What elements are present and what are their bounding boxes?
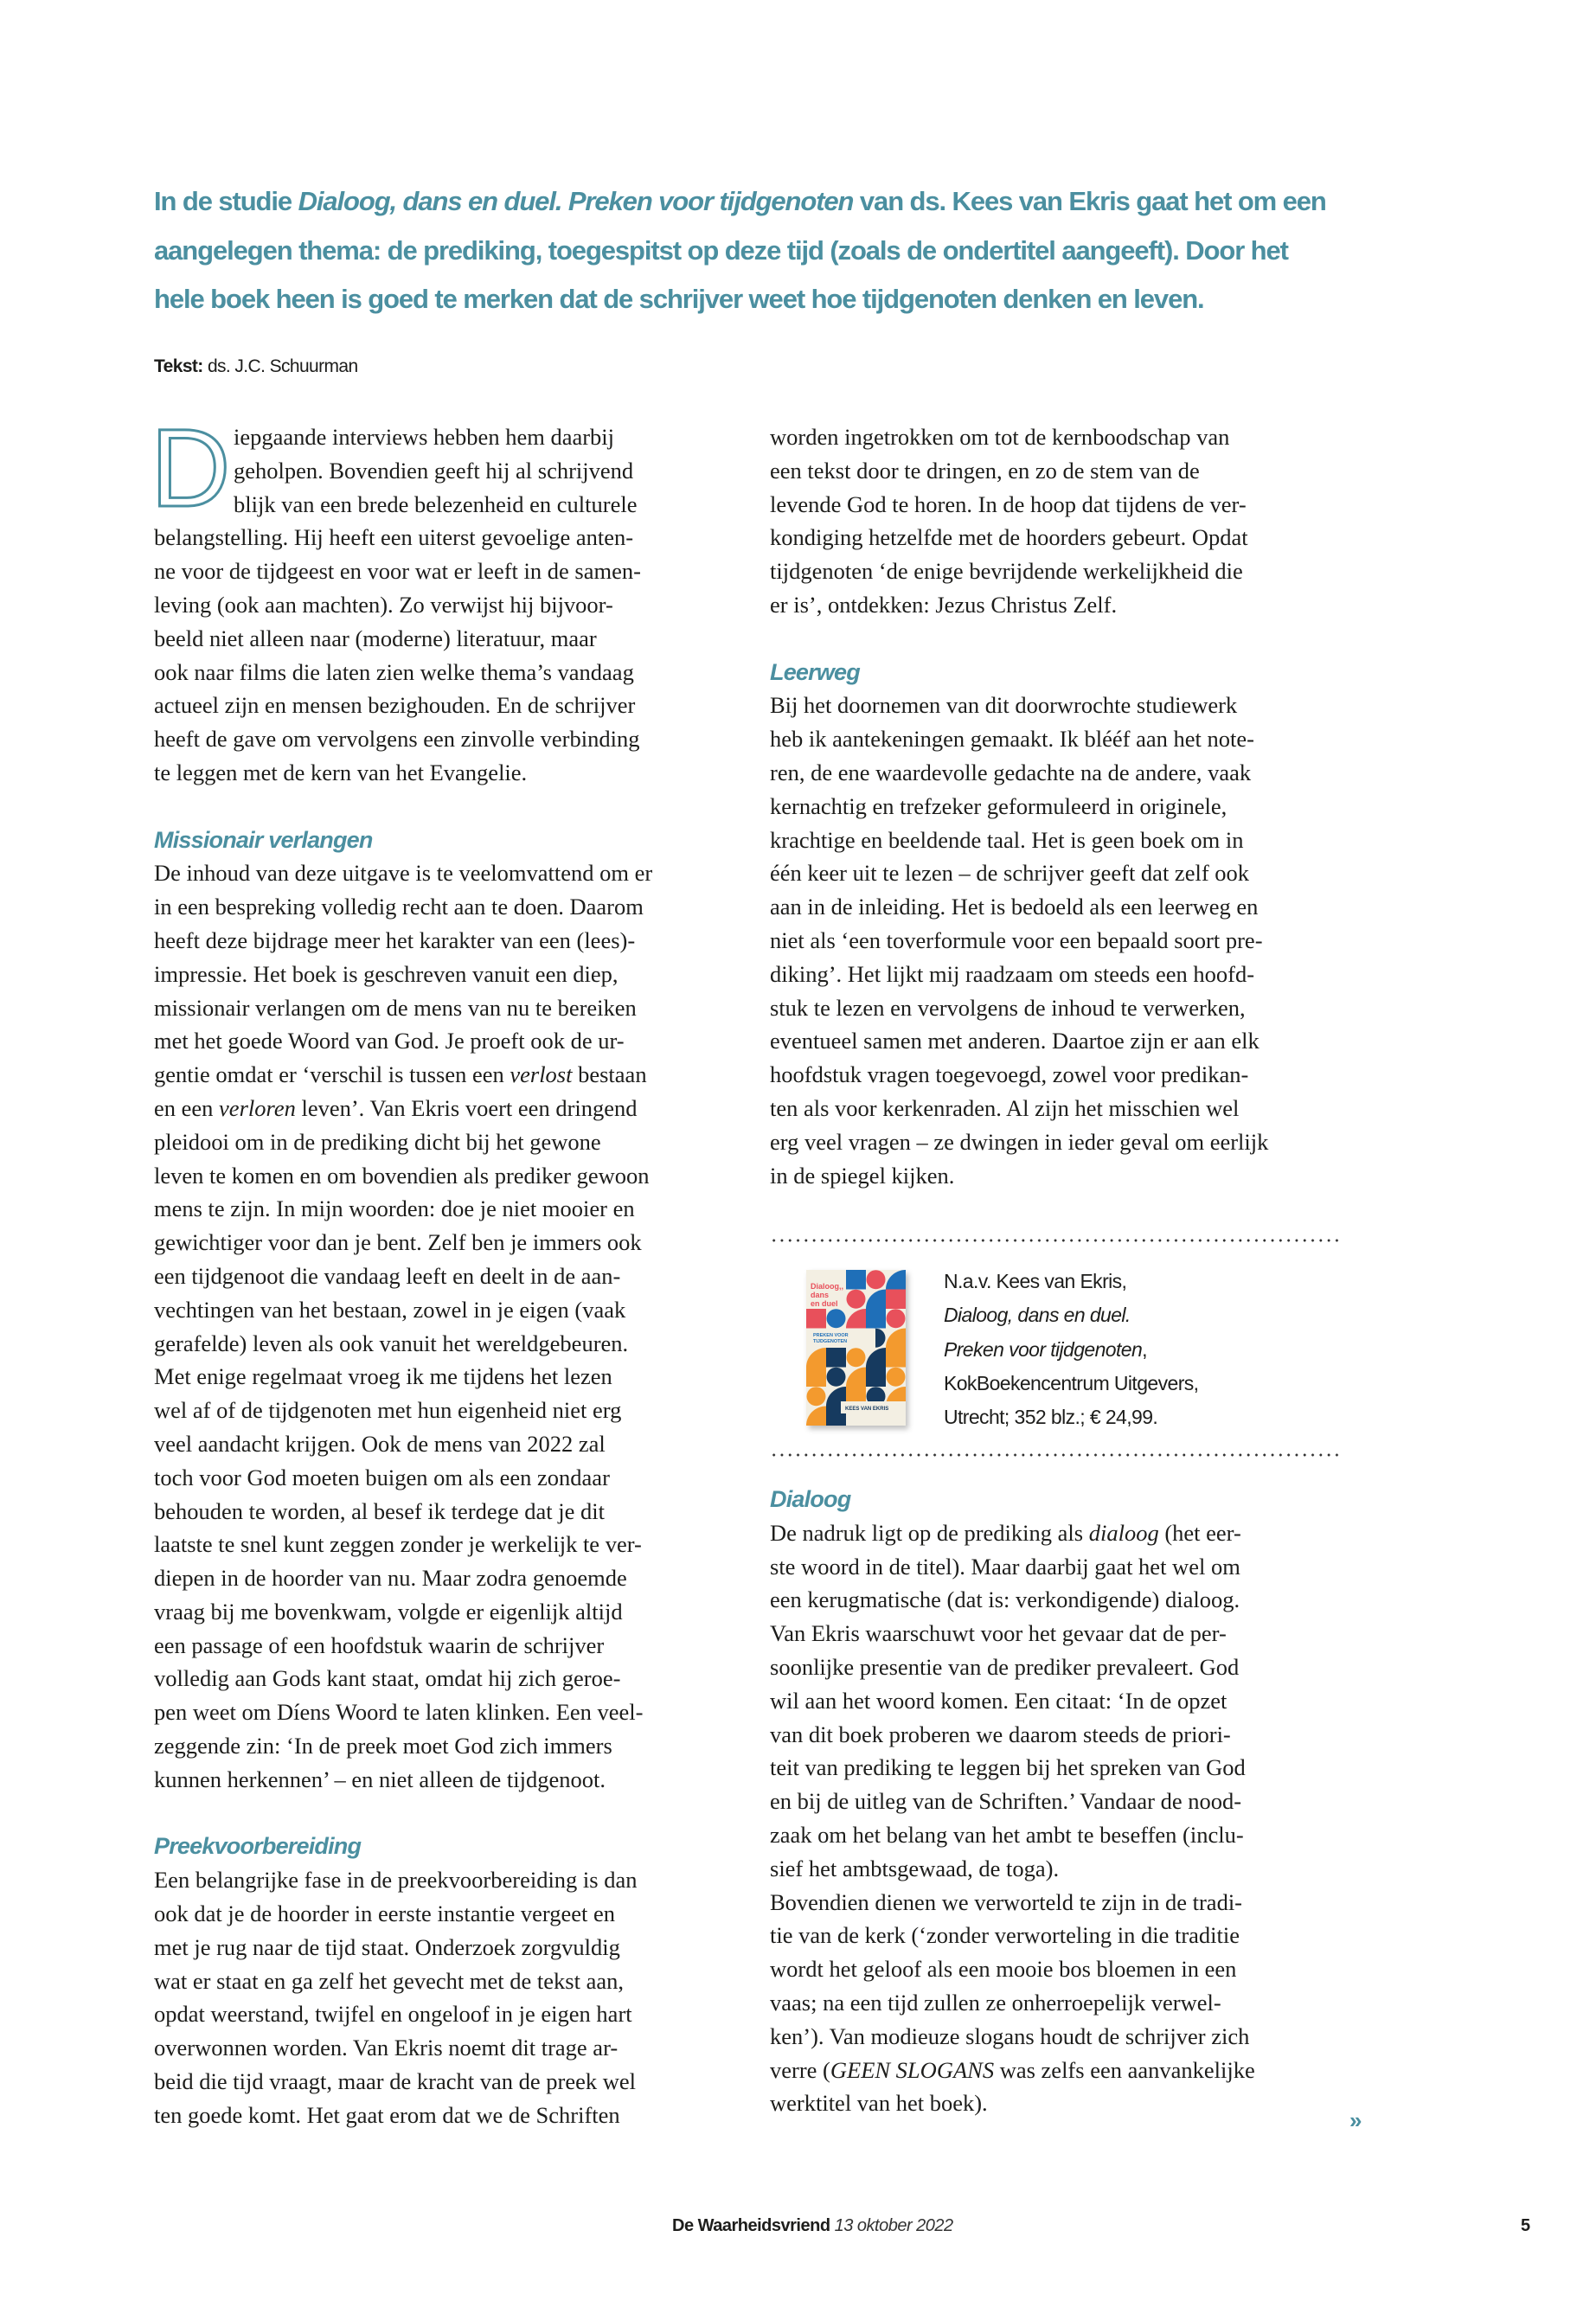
text-line xyxy=(154,656,742,689)
cover-shape xyxy=(827,1368,846,1387)
byline-author: ds. J.C. Schuurman xyxy=(207,356,358,376)
text: een tijdgenoot die vandaag leeft en deelt in de aan- xyxy=(154,1262,621,1289)
text-line xyxy=(770,2020,1358,2054)
text-line xyxy=(770,1818,1358,1852)
text: en een xyxy=(154,1094,220,1121)
intro-lead xyxy=(154,177,1365,324)
text-line xyxy=(770,1852,1358,1886)
text-line xyxy=(154,1528,742,1561)
text-line xyxy=(154,1327,742,1361)
drop-cap: D xyxy=(151,407,231,530)
book-info-line xyxy=(944,1400,1198,1434)
text: actueel zijn en mensen bezighouden. En de schrijver xyxy=(154,692,636,719)
text-line xyxy=(154,1192,742,1226)
book-cover-image xyxy=(806,1270,906,1426)
text: aan in de inleiding. Het is bedoeld als een leerweg en xyxy=(770,894,1259,920)
text-line xyxy=(154,1259,742,1293)
cover-shape xyxy=(866,1368,886,1388)
text: N.a.v. Kees van Ekris, xyxy=(944,1270,1127,1292)
text: worden ingetrokken om tot de kernboodschap van xyxy=(770,424,1230,450)
text: een tekst door te dringen, en zo de stem van de xyxy=(770,457,1200,484)
text-line xyxy=(154,689,742,722)
paragraph xyxy=(151,407,742,790)
text-line xyxy=(154,756,742,790)
text-line xyxy=(770,454,1358,488)
italic-text: verloren xyxy=(219,1094,296,1121)
text: met je rug naar de tijd staat. Onderzoek zorgvuldig xyxy=(154,1933,620,1960)
text: In de studie xyxy=(154,186,298,216)
text-line xyxy=(770,991,1358,1025)
text-line xyxy=(154,622,742,656)
text: van ds. Kees van Ekris gaat het om een xyxy=(853,186,1326,216)
text: gentie omdat er ‘verschil is tussen een xyxy=(154,1061,510,1088)
text-line xyxy=(770,1718,1358,1752)
text-line xyxy=(154,521,742,554)
text-line xyxy=(154,2099,742,2132)
text-line xyxy=(154,1695,742,1729)
text-line xyxy=(154,588,742,622)
text: ste woord in de titel). Maar daarbij gaat het wel om xyxy=(770,1553,1240,1580)
footer xyxy=(672,2216,953,2236)
text: in een bespreking volledig recht aan te doen. Daarom xyxy=(154,894,644,920)
book-info xyxy=(944,1265,1198,1434)
text-line xyxy=(154,1729,742,1763)
text-line xyxy=(154,1931,742,1965)
text: ken’). Van modieuze slogans houdt de schrijver zich xyxy=(770,2022,1250,2049)
issue-date: 13 oktober 2022 xyxy=(834,2216,953,2235)
book-info-line xyxy=(944,1265,1198,1298)
text: Van Ekris waarschuwt voor het gevaar dat de per- xyxy=(770,1620,1227,1647)
text-line xyxy=(154,1293,742,1327)
section-heading: Missionair verlangen xyxy=(154,826,373,853)
text-line xyxy=(154,1125,742,1159)
text: diking’. Het lijkt mij raadzaam om steeds een hoofd- xyxy=(770,960,1255,987)
text-line xyxy=(770,1159,1358,1193)
text: vraag bij me bovenkwam, volgde er eigenlijk altijd xyxy=(154,1598,623,1625)
text-line xyxy=(154,1863,742,1897)
italic-text: GEEN SLOGANS xyxy=(830,2056,995,2083)
text: Met enige regelmaat vroeg ik me tijdens het lezen xyxy=(154,1363,612,1390)
text: wil aan het woord komen. Een citaat: ‘In de opzet xyxy=(770,1687,1227,1714)
text: vechtingen van het bestaan, zowel in je eigen (vaak xyxy=(154,1296,626,1323)
text: overwonnen worden. Van Ekris noemt dit trage ar- xyxy=(154,2035,619,2061)
text: een kerugmatische (dat is: verkondigende) dialoog. xyxy=(770,1586,1240,1613)
text-line xyxy=(154,1226,742,1259)
text-line xyxy=(154,1159,742,1193)
text: aangelegen thema: de prediking, toegespitst op deze tijd (zoals de ondertitel aangeeft). Door het xyxy=(154,234,1288,266)
text-line xyxy=(770,2054,1358,2087)
text-line xyxy=(154,1662,742,1695)
text: ne voor de tijdgeest en voor wat er leeft in de samen- xyxy=(154,558,641,585)
cover-shape xyxy=(886,1290,906,1310)
text-line xyxy=(154,924,742,958)
text: stuk te lezen en vervolgens de inhoud te verwerken, xyxy=(770,994,1246,1021)
text-line xyxy=(154,890,742,924)
cover-shape xyxy=(847,1348,866,1367)
text: niet als ‘een toverformule voor een bepaald soort pre- xyxy=(770,926,1263,953)
text: Utrecht; 352 blz.; € 24,99. xyxy=(944,1406,1158,1429)
italic-text: Dialoog, dans en duel. Preken voor tijdgenoten xyxy=(298,186,854,216)
text: wel af of de tijdgenoten met hun eigenheid niet erg xyxy=(154,1397,622,1424)
section-heading: Preekvoorbereiding xyxy=(154,1833,362,1860)
text: hele boek heen is goed te merken dat de schrijver weet hoe tijdgenoten denken en leven. xyxy=(154,284,1204,314)
paragraph xyxy=(770,1516,1358,2120)
cover-shape xyxy=(806,1368,826,1388)
text: tijdgenoten ‘de enige bevrijdende werkelijkheid die xyxy=(770,558,1243,585)
page-number: 5 xyxy=(1521,2216,1531,2235)
text-line xyxy=(770,756,1358,790)
text: ren, de ene waardevolle gedachte na de andere, vaak xyxy=(770,759,1252,785)
text: beeld niet alleen naar (moderne) literatuur, maar xyxy=(154,625,597,651)
cover-shape xyxy=(807,1387,826,1406)
cover-shape xyxy=(827,1309,846,1328)
text-line xyxy=(154,454,742,488)
text: er is’, ontdekken: Jezus Christus Zelf. xyxy=(770,591,1118,618)
cover-shape xyxy=(806,1329,875,1348)
text-line xyxy=(154,1092,742,1125)
text: krachtige en beeldende taal. Het is geen boek om in xyxy=(770,826,1244,853)
text: ook naar films die laten zien welke thema’s vandaag xyxy=(154,658,634,685)
dotted-divider xyxy=(770,1239,1341,1242)
cover-subtitle: PREKEN VOOR xyxy=(813,1333,849,1338)
text: zeggende zin: ‘In de preek moet God zich immers xyxy=(154,1733,612,1759)
text: pen weet om Díens Woord te laten klinken. Een veel- xyxy=(154,1699,644,1726)
text: werktitel van het boek). xyxy=(770,2090,988,2117)
text: en bij de uitleg van de Schriften.’ Vandaar de nood- xyxy=(770,1788,1242,1815)
italic-text: dialoog xyxy=(1088,1519,1159,1546)
cover-shape xyxy=(847,1290,866,1309)
text: missionair verlangen om de mens van nu te bereiken xyxy=(154,994,637,1021)
text-line xyxy=(770,924,1358,958)
intro-line xyxy=(154,177,1365,227)
text: hoofdstuk vragen toegevoegd, zowel voor predikan- xyxy=(770,1061,1249,1088)
right-column xyxy=(770,420,1358,1192)
cover-shape xyxy=(846,1270,866,1290)
text: Een belangrijke fase in de preekvoorbereiding is dan xyxy=(154,1867,638,1894)
text-line xyxy=(154,2031,742,2065)
text: een passage of een hoofdstuk waarin de schrijver xyxy=(154,1631,605,1658)
text-line xyxy=(154,1495,742,1529)
text-line xyxy=(154,991,742,1025)
text-line xyxy=(154,2065,742,2099)
text-line xyxy=(770,1617,1358,1650)
text: erg veel vragen – ze dwingen in ieder geval om eerlijk xyxy=(770,1128,1269,1155)
text: teit van prediking te leggen bij het spreken van God xyxy=(770,1754,1246,1781)
cover-shape xyxy=(887,1368,906,1387)
cover-author: KEES VAN EKRIS xyxy=(845,1407,889,1412)
text: kunnen herkennen’ – en niet alleen de tijdgenoot. xyxy=(154,1766,606,1792)
text-line xyxy=(154,1461,742,1495)
text-line xyxy=(154,1561,742,1595)
text-line xyxy=(770,689,1358,722)
book-info-line xyxy=(944,1298,1198,1332)
text-line xyxy=(770,1751,1358,1785)
text: volledig aan Gods kant staat, omdat hij zich geroe- xyxy=(154,1665,621,1692)
cover-title: dans xyxy=(811,1291,830,1299)
text-line xyxy=(770,1919,1358,1952)
text: belangstelling. Hij heeft een uiterst gevoelige anten- xyxy=(154,524,634,551)
text: mens te zijn. In mijn woorden: doe je niet mooier en xyxy=(154,1195,635,1222)
text-line xyxy=(770,1125,1358,1159)
text: verre ( xyxy=(770,2056,830,2083)
text: kernachtig en trefzeker geformuleerd in originele, xyxy=(770,792,1227,819)
intro-line xyxy=(154,275,1365,324)
text: beid die tijd vraagt, maar de kracht van de preek wel xyxy=(154,2068,636,2095)
paragraph xyxy=(154,1863,742,2131)
paragraph xyxy=(770,689,1358,1192)
right-column-bottom xyxy=(770,1483,1358,2120)
text: De nadruk ligt op de prediking als xyxy=(770,1519,1089,1546)
text-line xyxy=(770,1024,1358,1058)
byline xyxy=(154,356,358,377)
text: leven’. Van Ekris voert een dringend xyxy=(295,1094,638,1121)
text-line xyxy=(154,1024,742,1058)
text-line xyxy=(770,1516,1358,1550)
byline-label: Tekst: xyxy=(154,356,203,376)
text: zaak om het belang van het ambt te beseffen (inclu- xyxy=(770,1821,1244,1848)
text-line xyxy=(154,1629,742,1663)
text-line xyxy=(770,588,1358,622)
text-line xyxy=(154,1897,742,1931)
dotted-divider xyxy=(770,1453,1341,1457)
left-column xyxy=(151,407,742,2132)
text: Bij het doornemen van dit doorwrochte studiewerk xyxy=(770,692,1238,719)
text-line xyxy=(770,856,1358,890)
text-line xyxy=(770,521,1358,554)
text: soonlijke presentie van de prediker prevaleert. God xyxy=(770,1653,1240,1680)
text-line xyxy=(154,488,742,522)
text: was zelfs een aanvankelijke xyxy=(994,2056,1255,2083)
cover-shape xyxy=(806,1309,826,1329)
text-line xyxy=(154,1394,742,1427)
text: gewichtiger voor dan je bent. Zelf ben je immers ook xyxy=(154,1229,642,1256)
text: blijk van een brede belezenheid en culturele xyxy=(234,490,638,517)
cover-shape xyxy=(867,1270,886,1289)
text: levende God te horen. In de hoop dat tijdens de ver- xyxy=(770,490,1247,517)
text-line xyxy=(770,1986,1358,2020)
text: wordt het geloof als een mooie bos bloemen in een xyxy=(770,1956,1237,1983)
text: leving (ook aan machten). Zo verwijst hij bijvoor- xyxy=(154,591,613,618)
section-heading: Dialoog xyxy=(770,1486,851,1512)
text-line xyxy=(770,790,1358,824)
italic-text: verlost xyxy=(510,1061,573,1088)
text: vaas; na een tijd zullen ze onherroepelijk verwel- xyxy=(770,1989,1221,2016)
text-line xyxy=(154,856,742,890)
text: ook dat je de hoorder in eerste instantie vergeet en xyxy=(154,1900,615,1927)
cover-shape xyxy=(826,1348,846,1368)
text-line xyxy=(770,1785,1358,1818)
text: veel aandacht krijgen. Ook de mens van 2022 zal xyxy=(154,1430,606,1457)
book-info-box xyxy=(770,1239,1341,1457)
cover-title: Dialoog,, xyxy=(811,1282,843,1291)
text-line xyxy=(770,1583,1358,1617)
text-line xyxy=(770,488,1358,522)
paragraph xyxy=(154,856,742,1796)
cover-shape xyxy=(887,1309,906,1328)
text: bestaan xyxy=(572,1061,647,1088)
text: wat er staat en ga zelf het gevecht met de tekst aan, xyxy=(154,1967,624,1994)
text: gerafelde) leven als ook vanuit het wereldgebeuren. xyxy=(154,1330,629,1356)
text-line xyxy=(154,1360,742,1394)
intro-line xyxy=(154,227,1365,276)
text: ten goede komt. Het gaat erom dat we de Schriften xyxy=(154,2101,620,2128)
text-line xyxy=(154,1965,742,1998)
text-line xyxy=(154,958,742,991)
text-line xyxy=(770,722,1358,756)
text-line xyxy=(770,1058,1358,1092)
text-line xyxy=(770,890,1358,924)
text: KokBoekencentrum Uitgevers, xyxy=(944,1371,1199,1394)
text: tie van de kerk (‘zonder verworteling in die traditie xyxy=(770,1922,1240,1949)
paragraph xyxy=(770,420,1358,622)
text: (het eer- xyxy=(1158,1519,1241,1546)
cover-shape xyxy=(886,1348,906,1368)
text: pleidooi om in de prediking dicht bij het gewone xyxy=(154,1128,601,1155)
text-line xyxy=(154,420,742,454)
text: impressie. Het boek is geschreven vanuit een diep, xyxy=(154,960,619,987)
text: van dit boek proberen we daarom steeds de priori- xyxy=(770,1721,1231,1747)
book-info-line xyxy=(944,1333,1198,1367)
text: heb ik aantekeningen gemaakt. Ik blééf aan het note- xyxy=(770,726,1254,753)
text-line xyxy=(770,2086,1358,2120)
text: één keer uit te lezen – de schrijver geeft dat zelf ook xyxy=(770,860,1250,887)
text: te leggen met de kern van het Evangelie. xyxy=(154,759,528,785)
text: behouden te worden, al besef ik terdege dat je dit xyxy=(154,1497,605,1524)
text-line xyxy=(154,554,742,588)
text-line xyxy=(154,1427,742,1461)
cover-subtitle: TIJDGENOTEN xyxy=(813,1339,848,1344)
text-line xyxy=(154,1997,742,2031)
text: met het goede Woord van God. Je proeft ook de ur- xyxy=(154,1028,625,1054)
text: heeft deze bijdrage meer het karakter van een (lees)- xyxy=(154,926,636,953)
text-line xyxy=(770,554,1358,588)
text: laatste te snel kunt zeggen zonder je werkelijk te ver- xyxy=(154,1531,642,1558)
text: toch voor God moeten buigen om als een zondaar xyxy=(154,1464,610,1490)
cover-title: en duel xyxy=(811,1299,838,1308)
text: iepgaande interviews hebben hem daarbij xyxy=(234,424,615,450)
text-line xyxy=(154,722,742,756)
cover-shape xyxy=(866,1309,886,1329)
text: kondiging hetzelfde met de hoorders gebeurt. Opdat xyxy=(770,524,1248,551)
text-line xyxy=(770,1650,1358,1684)
text-line xyxy=(770,1952,1358,1986)
italic-text: Dialoog, dans en duel. xyxy=(944,1304,1131,1327)
text-line xyxy=(770,958,1358,991)
text: sief het ambtsgewaad, de toga). xyxy=(770,1855,1060,1881)
text: diepen in de hoorder van nu. Maar zodra genoemde xyxy=(154,1565,627,1592)
text: eventueel samen met anderen. Daartoe zijn er aan elk xyxy=(770,1028,1259,1054)
text: De inhoud van deze uitgave is te veelomvattend om er xyxy=(154,860,653,887)
continue-arrow-icon: » xyxy=(1349,2107,1362,2133)
text: geholpen. Bovendien geeft hij al schrijvend xyxy=(234,457,634,484)
italic-text: Preken voor tijdgenoten xyxy=(944,1337,1143,1361)
text: ten als voor kerkenraden. Al zijn het misschien wel xyxy=(770,1094,1240,1121)
text: opdat weerstand, twijfel en ongeloof in je eigen hart xyxy=(154,2001,632,2028)
text-line xyxy=(154,1058,742,1092)
text-line xyxy=(770,420,1358,454)
text-line xyxy=(770,1684,1358,1718)
text: leven te komen en om bovendien als prediker gewoon xyxy=(154,1162,650,1189)
text-line xyxy=(770,824,1358,857)
magazine-name: De Waarheidsvriend xyxy=(672,2216,830,2235)
book-info-line xyxy=(944,1367,1198,1400)
text-line xyxy=(770,1550,1358,1584)
text-line xyxy=(154,1763,742,1797)
text: Bovendien dienen we verworteld te zijn in de tradi- xyxy=(770,1888,1243,1915)
text-line xyxy=(770,1092,1358,1125)
text-line xyxy=(770,1886,1358,1920)
text: , xyxy=(1142,1337,1147,1361)
section-heading: Leerweg xyxy=(770,658,860,685)
text: heeft de gave om vervolgens een zinvolle verbinding xyxy=(154,726,640,753)
text-line xyxy=(154,1595,742,1629)
text: in de spiegel kijken. xyxy=(770,1162,955,1189)
